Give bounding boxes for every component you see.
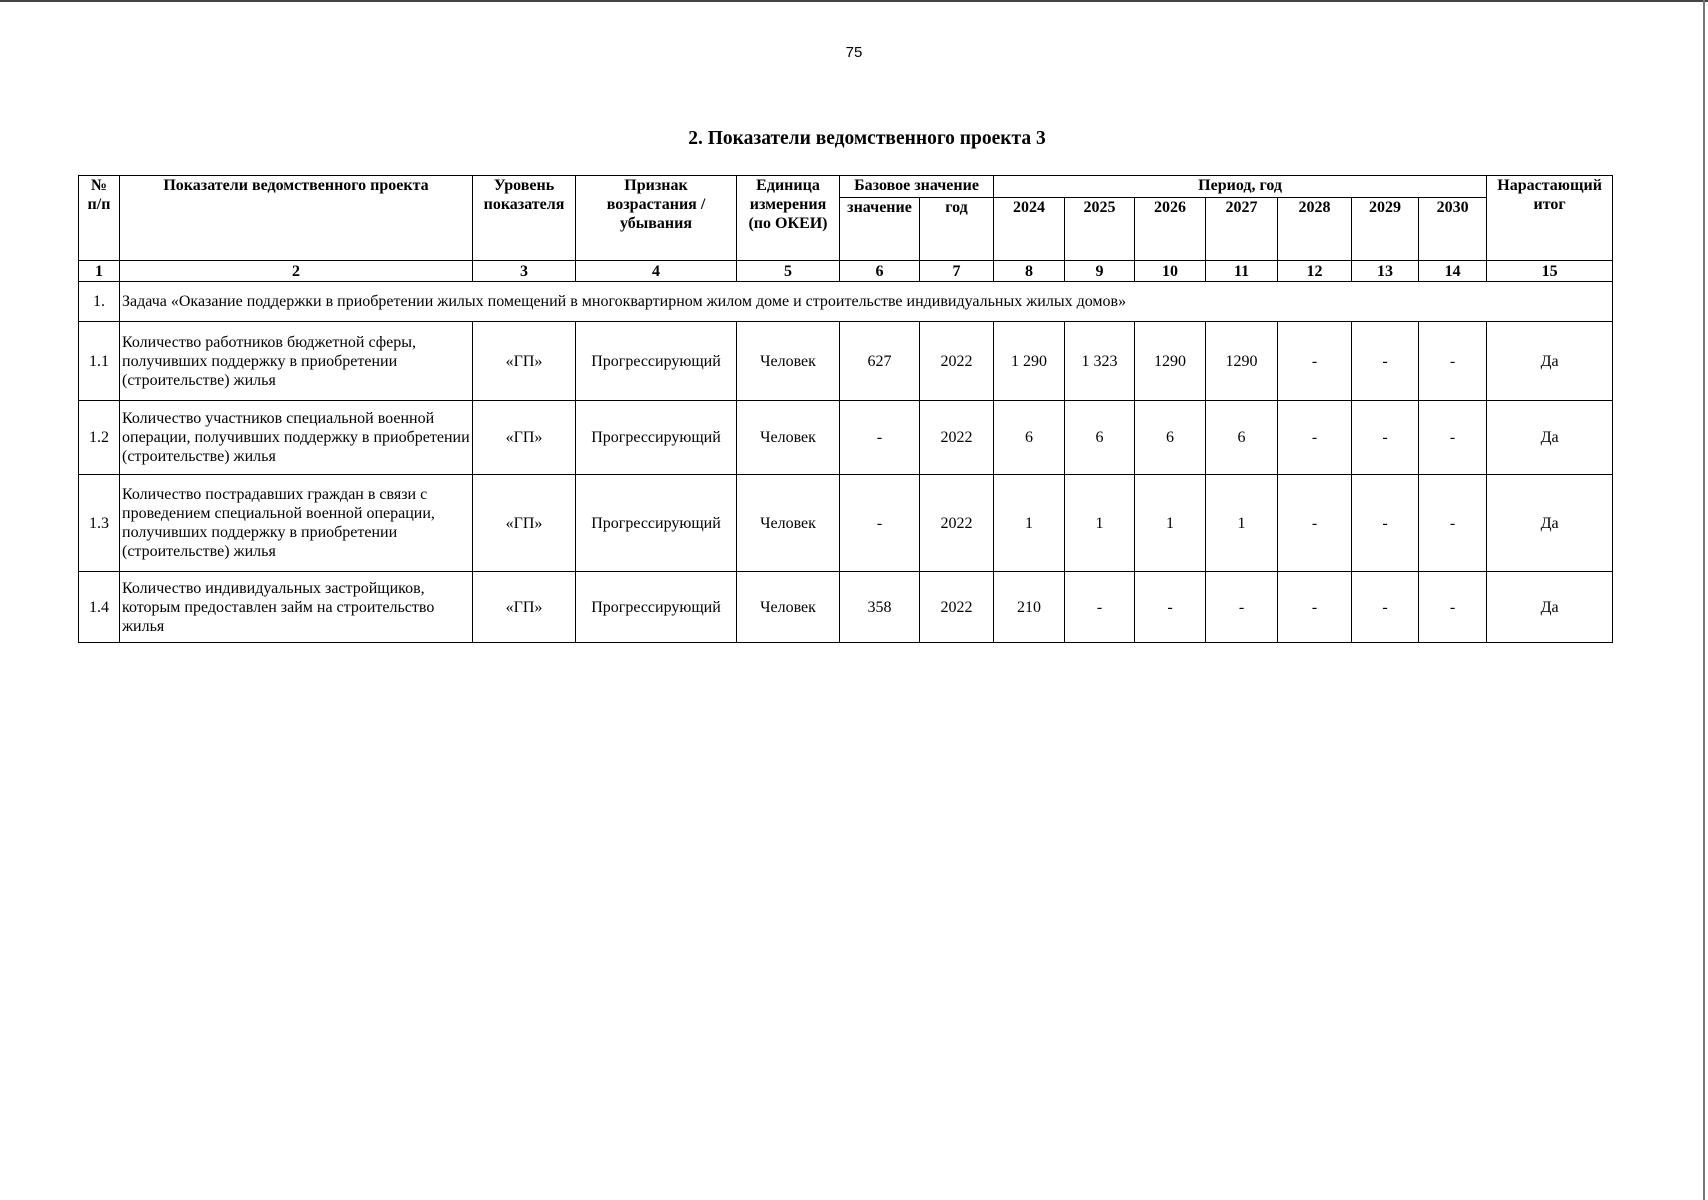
- year-value: -: [1135, 572, 1206, 643]
- column-number: 13: [1352, 261, 1419, 282]
- cumulative-flag: Да: [1487, 401, 1613, 475]
- header-year: 2026: [1135, 198, 1206, 261]
- indicator-name: Количество пострадавших граждан в связи с проведением специальной военной операции, получивших поддержку в приобретении (строительстве) жилья: [120, 475, 473, 572]
- column-number: 14: [1419, 261, 1487, 282]
- task-text: Задача «Оказание поддержки в приобретении жилых помещений в многоквартирном жилом доме и строительстве индивидуальных жилых домов»: [120, 282, 1613, 322]
- indicator-sign: Прогрессирующий: [576, 572, 737, 643]
- column-number: 1: [79, 261, 120, 282]
- cumulative-flag: Да: [1487, 475, 1613, 572]
- table-row: [79, 322, 1613, 401]
- indicator-level: «ГП»: [473, 475, 576, 572]
- cumulative-flag: Да: [1487, 322, 1613, 401]
- table-row: [79, 401, 1613, 475]
- table-row: [79, 572, 1613, 643]
- year-value: -: [1352, 322, 1419, 401]
- row-number: 1.2: [79, 401, 120, 475]
- cumulative-flag: Да: [1487, 572, 1613, 643]
- header-year: 2030: [1419, 198, 1487, 261]
- year-value: 1: [994, 475, 1065, 572]
- task-row: [79, 282, 1613, 322]
- header-indicator: Показатели ведомственного проекта: [120, 176, 473, 261]
- row-number: 1.1: [79, 322, 120, 401]
- year-value: 1 290: [994, 322, 1065, 401]
- indicator-unit: Человек: [737, 572, 840, 643]
- indicator-level: «ГП»: [473, 572, 576, 643]
- row-number: 1.3: [79, 475, 120, 572]
- year-value: -: [1278, 401, 1352, 475]
- base-year: 2022: [920, 322, 994, 401]
- row-number: 1.4: [79, 572, 120, 643]
- page-number: 75: [845, 44, 863, 61]
- year-value: -: [1419, 475, 1487, 572]
- year-value: 1: [1206, 475, 1278, 572]
- header-unit: Единица измерения (по ОКЕИ): [737, 176, 840, 261]
- column-number: 6: [840, 261, 920, 282]
- year-value: -: [1419, 572, 1487, 643]
- top-border-line: [0, 0, 1708, 2]
- year-value: 6: [1065, 401, 1135, 475]
- year-value: -: [1419, 322, 1487, 401]
- year-value: -: [1278, 572, 1352, 643]
- indicator-name: Количество работников бюджетной сферы, получивших поддержку в приобретении (строительстве) жилья: [120, 322, 473, 401]
- column-number: 8: [994, 261, 1065, 282]
- header-year: 2028: [1278, 198, 1352, 261]
- year-value: -: [1278, 475, 1352, 572]
- column-number: 3: [473, 261, 576, 282]
- task-number: 1.: [79, 282, 120, 322]
- table-row: [79, 475, 1613, 572]
- year-value: -: [1419, 401, 1487, 475]
- header-no: № п/п: [79, 176, 120, 261]
- year-value: -: [1065, 572, 1135, 643]
- base-value: -: [840, 475, 920, 572]
- year-value: -: [1352, 401, 1419, 475]
- indicator-sign: Прогрессирующий: [576, 401, 737, 475]
- column-number: 10: [1135, 261, 1206, 282]
- base-value: 358: [840, 572, 920, 643]
- header-row-1: [79, 176, 1613, 198]
- year-value: 1: [1065, 475, 1135, 572]
- indicator-name: Количество индивидуальных застройщиков, которым предоставлен займ на строительство жилья: [120, 572, 473, 643]
- indicators-table: [78, 175, 1613, 643]
- header-base: Базовое значение: [840, 176, 994, 198]
- page-title: 2. Показатели ведомственного проекта 3: [688, 128, 1046, 149]
- indicator-unit: Человек: [737, 322, 840, 401]
- year-value: 6: [1206, 401, 1278, 475]
- right-border-line: [1703, 0, 1705, 1200]
- indicator-sign: Прогрессирующий: [576, 475, 737, 572]
- year-value: 1290: [1206, 322, 1278, 401]
- header-year: 2027: [1206, 198, 1278, 261]
- year-value: -: [1206, 572, 1278, 643]
- header-period: Период, год: [994, 176, 1487, 198]
- header-year: 2029: [1352, 198, 1419, 261]
- column-number: 12: [1278, 261, 1352, 282]
- indicator-unit: Человек: [737, 475, 840, 572]
- header-base-value: значение: [840, 198, 920, 261]
- year-value: 6: [994, 401, 1065, 475]
- column-number: 11: [1206, 261, 1278, 282]
- year-value: -: [1352, 572, 1419, 643]
- year-value: -: [1352, 475, 1419, 572]
- column-numbers-row: [79, 261, 1613, 282]
- year-value: -: [1278, 322, 1352, 401]
- header-level: Уровень показателя: [473, 176, 576, 261]
- indicator-sign: Прогрессирующий: [576, 322, 737, 401]
- column-number: 4: [576, 261, 737, 282]
- header-year: 2025: [1065, 198, 1135, 261]
- year-value: 6: [1135, 401, 1206, 475]
- year-value: 1 323: [1065, 322, 1135, 401]
- year-value: 1: [1135, 475, 1206, 572]
- header-base-year: год: [920, 198, 994, 261]
- base-year: 2022: [920, 572, 994, 643]
- header-cumulative: Нарастающий итог: [1487, 176, 1613, 261]
- year-value: 210: [994, 572, 1065, 643]
- base-year: 2022: [920, 401, 994, 475]
- header-sign: Признак возрастания / убывания: [576, 176, 737, 261]
- column-number: 9: [1065, 261, 1135, 282]
- column-number: 15: [1487, 261, 1613, 282]
- base-value: 627: [840, 322, 920, 401]
- indicator-level: «ГП»: [473, 322, 576, 401]
- base-value: -: [840, 401, 920, 475]
- indicator-name: Количество участников специальной военной операции, получивших поддержку в приобретении (строительстве) жилья: [120, 401, 473, 475]
- column-number: 2: [120, 261, 473, 282]
- year-value: 1290: [1135, 322, 1206, 401]
- indicator-unit: Человек: [737, 401, 840, 475]
- header-year: 2024: [994, 198, 1065, 261]
- indicator-level: «ГП»: [473, 401, 576, 475]
- base-year: 2022: [920, 475, 994, 572]
- column-number: 7: [920, 261, 994, 282]
- column-number: 5: [737, 261, 840, 282]
